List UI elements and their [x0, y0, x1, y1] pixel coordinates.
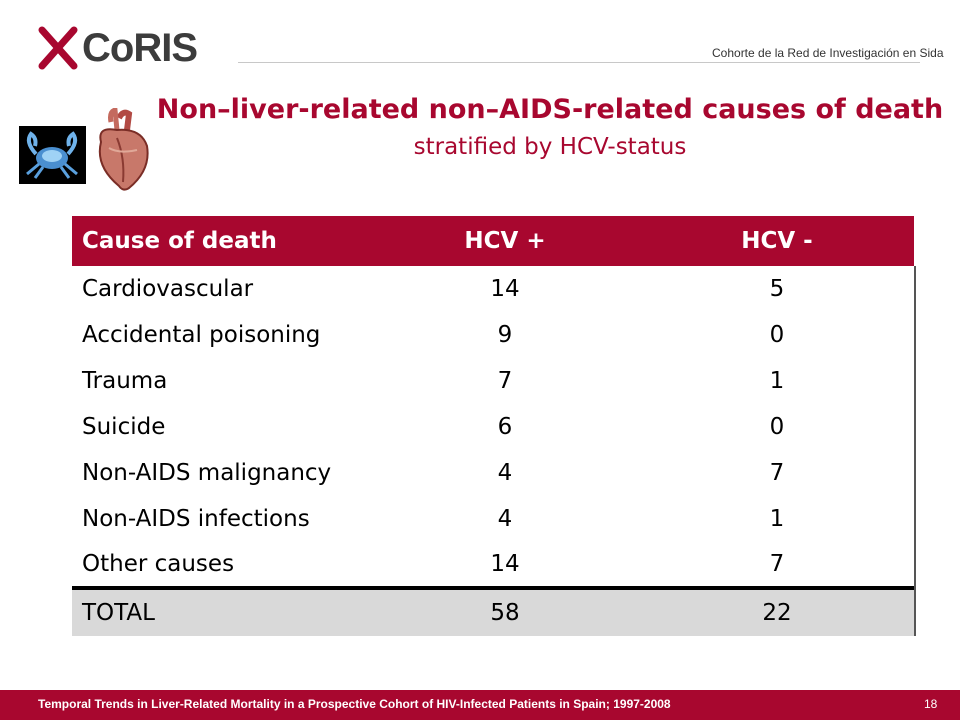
logo-text: CoRIS — [82, 26, 197, 70]
table-right-border — [914, 266, 916, 636]
table-row — [72, 266, 914, 312]
hcv-negative-cell: 7 — [769, 551, 785, 577]
cause-cell: Suicide — [82, 414, 166, 440]
organization-name: Cohorte de la Red de Investigación en Sida — [712, 46, 944, 60]
table-row — [72, 542, 914, 588]
hcv-negative-cell: 0 — [769, 414, 785, 440]
table-header-row — [72, 216, 914, 266]
hcv-negative-cell: 1 — [769, 506, 785, 532]
causes-of-death-table — [72, 216, 914, 636]
table-row — [72, 358, 914, 404]
page-number: 18 — [924, 697, 938, 711]
total-label-cell: TOTAL — [82, 600, 155, 626]
header-hcv-positive: HCV + — [464, 228, 546, 254]
slide-title: Non–liver-related non–AIDS-related causes of death — [156, 94, 944, 125]
hcv-positive-cell: 6 — [497, 414, 513, 440]
slide-subtitle: stratified by HCV-status — [413, 134, 687, 160]
hcv-positive-cell: 4 — [497, 506, 513, 532]
logo-x-mark — [38, 26, 78, 70]
header-cause-of-death: Cause of death — [82, 228, 277, 254]
hcv-positive-cell: 9 — [497, 322, 513, 348]
hcv-negative-cell: 1 — [769, 368, 785, 394]
cause-cell: Non-AIDS malignancy — [82, 460, 332, 486]
cause-cell: Cardiovascular — [82, 276, 254, 302]
hcv-positive-cell: 4 — [497, 460, 513, 486]
footer-citation: Temporal Trends in Liver-Related Mortality in a Prospective Cohort of HIV-Infected Patients in Spain; 1997-2008 — [38, 697, 671, 711]
total-hcv-negative-cell: 22 — [762, 600, 792, 626]
total-hcv-positive-cell: 58 — [490, 600, 520, 626]
footer-bar — [0, 690, 960, 720]
hcv-positive-cell: 7 — [497, 368, 513, 394]
hcv-positive-cell: 14 — [490, 276, 520, 302]
cause-cell: Accidental poisoning — [82, 322, 321, 348]
crab-icon — [19, 126, 86, 184]
hcv-negative-cell: 0 — [769, 322, 785, 348]
table-row — [72, 496, 914, 542]
cause-cell: Other causes — [82, 551, 235, 577]
table-total-row — [72, 588, 914, 636]
table-row — [72, 312, 914, 358]
table-row — [72, 450, 914, 496]
cause-cell: Trauma — [82, 368, 168, 394]
hcv-positive-cell: 14 — [490, 551, 520, 577]
hcv-negative-cell: 5 — [769, 276, 785, 302]
table-row — [72, 404, 914, 450]
header-hcv-negative: HCV - — [741, 228, 813, 254]
coris-logo — [38, 20, 238, 72]
header-divider — [238, 62, 920, 63]
cause-cell: Non-AIDS infections — [82, 506, 310, 532]
hcv-negative-cell: 7 — [769, 460, 785, 486]
